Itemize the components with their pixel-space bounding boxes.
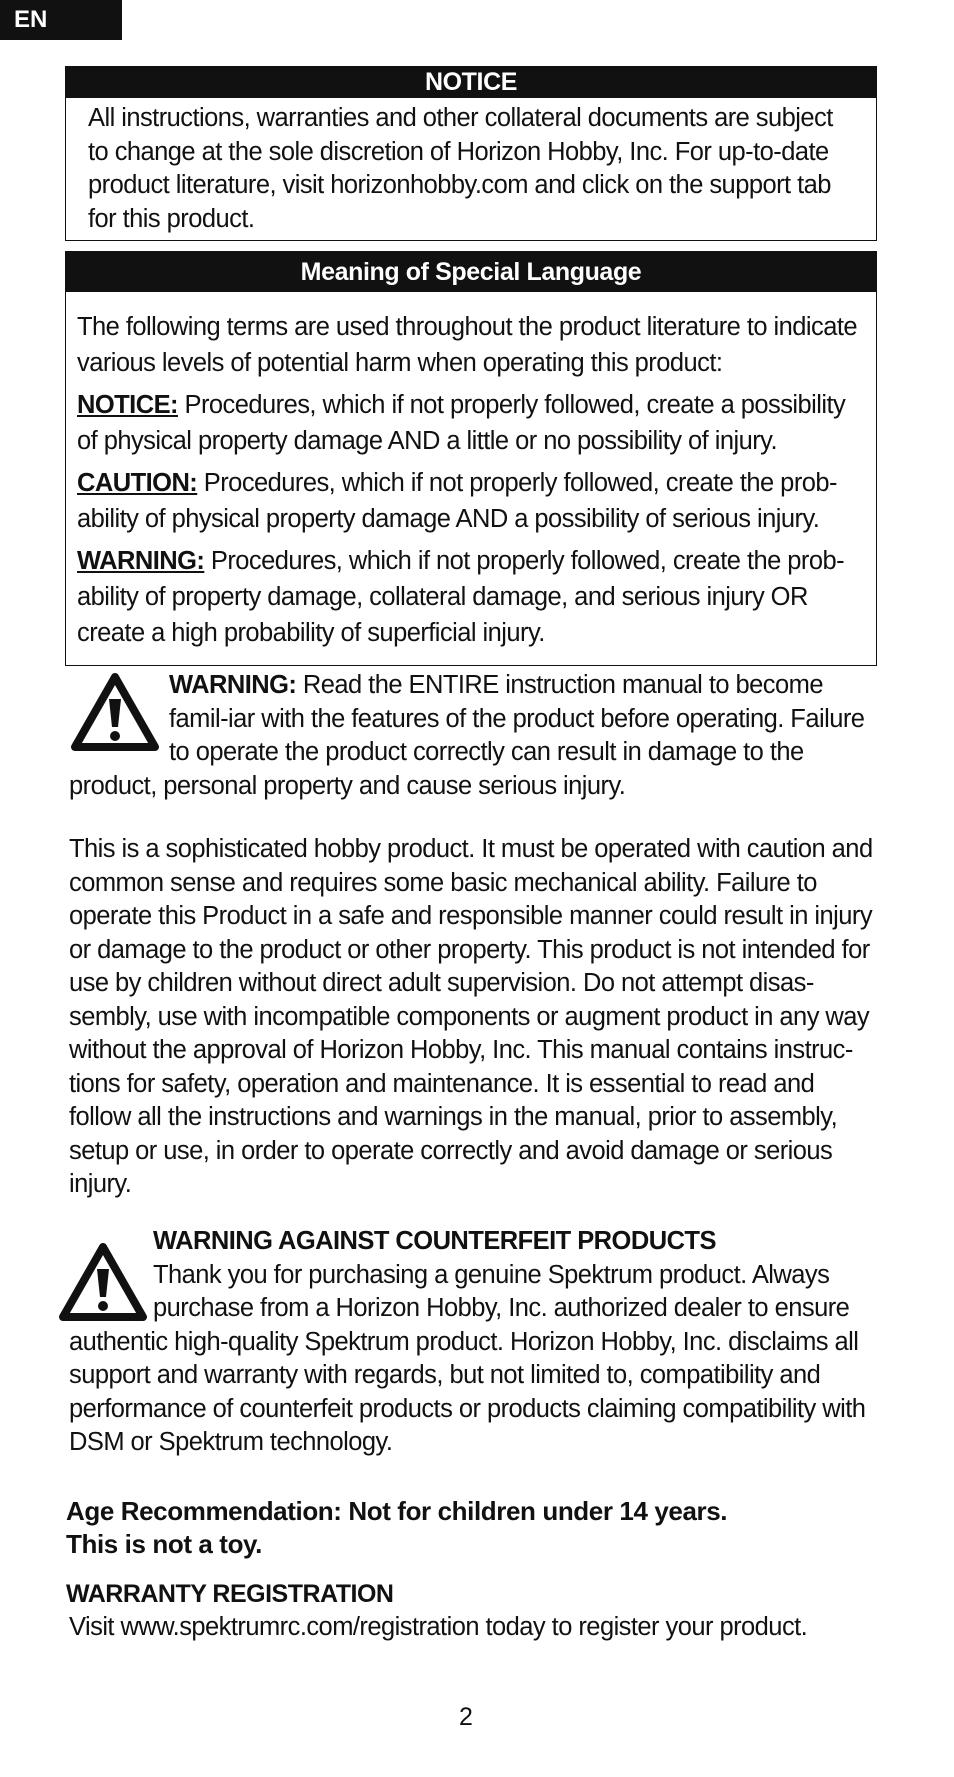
warning-text: Read the ENTIRE instruction manual to become famil-iar with the features of the product before operating. Failure to operate the product correctly can result in damage to the product, personal property and cause serious injury. — [69, 671, 865, 800]
term-label: NOTICE: — [77, 391, 178, 419]
notice-text: All instructions, warranties and other collateral documents are subject to change at the sole discretion of Horizon Hobby, Inc. For up-to-date product literature, visit horizonhobby.com and click on the support tab for this product. — [88, 104, 833, 233]
notice-heading: NOTICE — [66, 67, 876, 98]
special-language-heading: Meaning of Special Language — [66, 252, 876, 292]
term-label: CAUTION: — [77, 469, 198, 497]
warranty-registration-text: Visit www.spektrumrc.com/registration today to register your product. — [69, 1613, 808, 1641]
term-definition: Procedures, which if not properly followed, create the prob-ability of property damage, collateral damage, and serious injury OR create a high probability of superficial injury. — [77, 547, 845, 647]
counterfeit-text: Thank you for purchasing a genuine Spektrum product. Always purchase from a Horizon Hobby, Inc. authorized dealer to ensure authentic high-quality Spektrum product. Horizon Hobby, Inc. disclaims all support and warranty with regards, but not limited to, compatibility and performance of counterfeit products or products claiming compatibility with DSM or Spektrum technology. — [69, 1260, 866, 1456]
counterfeit-warning — [69, 1225, 881, 1460]
page-number: 2 — [459, 1703, 473, 1731]
term-notice — [77, 387, 866, 459]
safety-paragraph: This is a sophisticated hobby product. It must be operated with caution and common sense and requires some basic mechanical ability. Failure to operate this Product in a safe and responsible manner could result in injury or damage to the product or other property. This product is not intended for use by children without direct adult supervision. Do not attempt disas-sembly, use with incompatible components or augment product in any way without the approval of Horizon Hobby, Inc. This manual contains instruc-tions for safety, operation and maintenance. It is essential to read and follow all the instructions and warnings in the manual, prior to assembly, setup or use, in order to operate correctly and avoid damage or serious injury. — [69, 835, 873, 1198]
term-definition: Procedures, which if not properly followed, create the prob-ability of physical property damage AND a possibility of serious injury. — [77, 469, 837, 533]
notice-box — [65, 66, 877, 241]
term-warning — [77, 543, 866, 651]
special-language-box — [65, 251, 877, 666]
counterfeit-heading: WARNING AGAINST COUNTERFEIT PRODUCTS — [153, 1227, 716, 1255]
age-recommendation — [66, 1495, 727, 1561]
term-label: WARNING: — [77, 547, 205, 575]
age-recommendation-line2: This is not a toy. — [66, 1529, 263, 1559]
special-language-intro: The following terms are used throughout the product literature to indicate various levels of potential harm when operating this product: — [77, 313, 858, 377]
warning-read-manual — [69, 669, 881, 803]
term-caution — [77, 465, 866, 537]
warning-triangle-icon — [57, 1225, 153, 1325]
age-recommendation-line1: Age Recommendation: Not for children under 14 years. — [66, 1496, 728, 1526]
warning-lead: WARNING: — [169, 671, 297, 699]
term-definition: Procedures, which if not properly followed, create a possibility of physical property damage AND a little or no possibility of injury. — [77, 391, 846, 455]
warning-triangle-icon — [69, 669, 169, 765]
language-tab: EN — [0, 0, 122, 40]
warranty-registration-heading: WARRANTY REGISTRATION — [66, 1580, 394, 1608]
